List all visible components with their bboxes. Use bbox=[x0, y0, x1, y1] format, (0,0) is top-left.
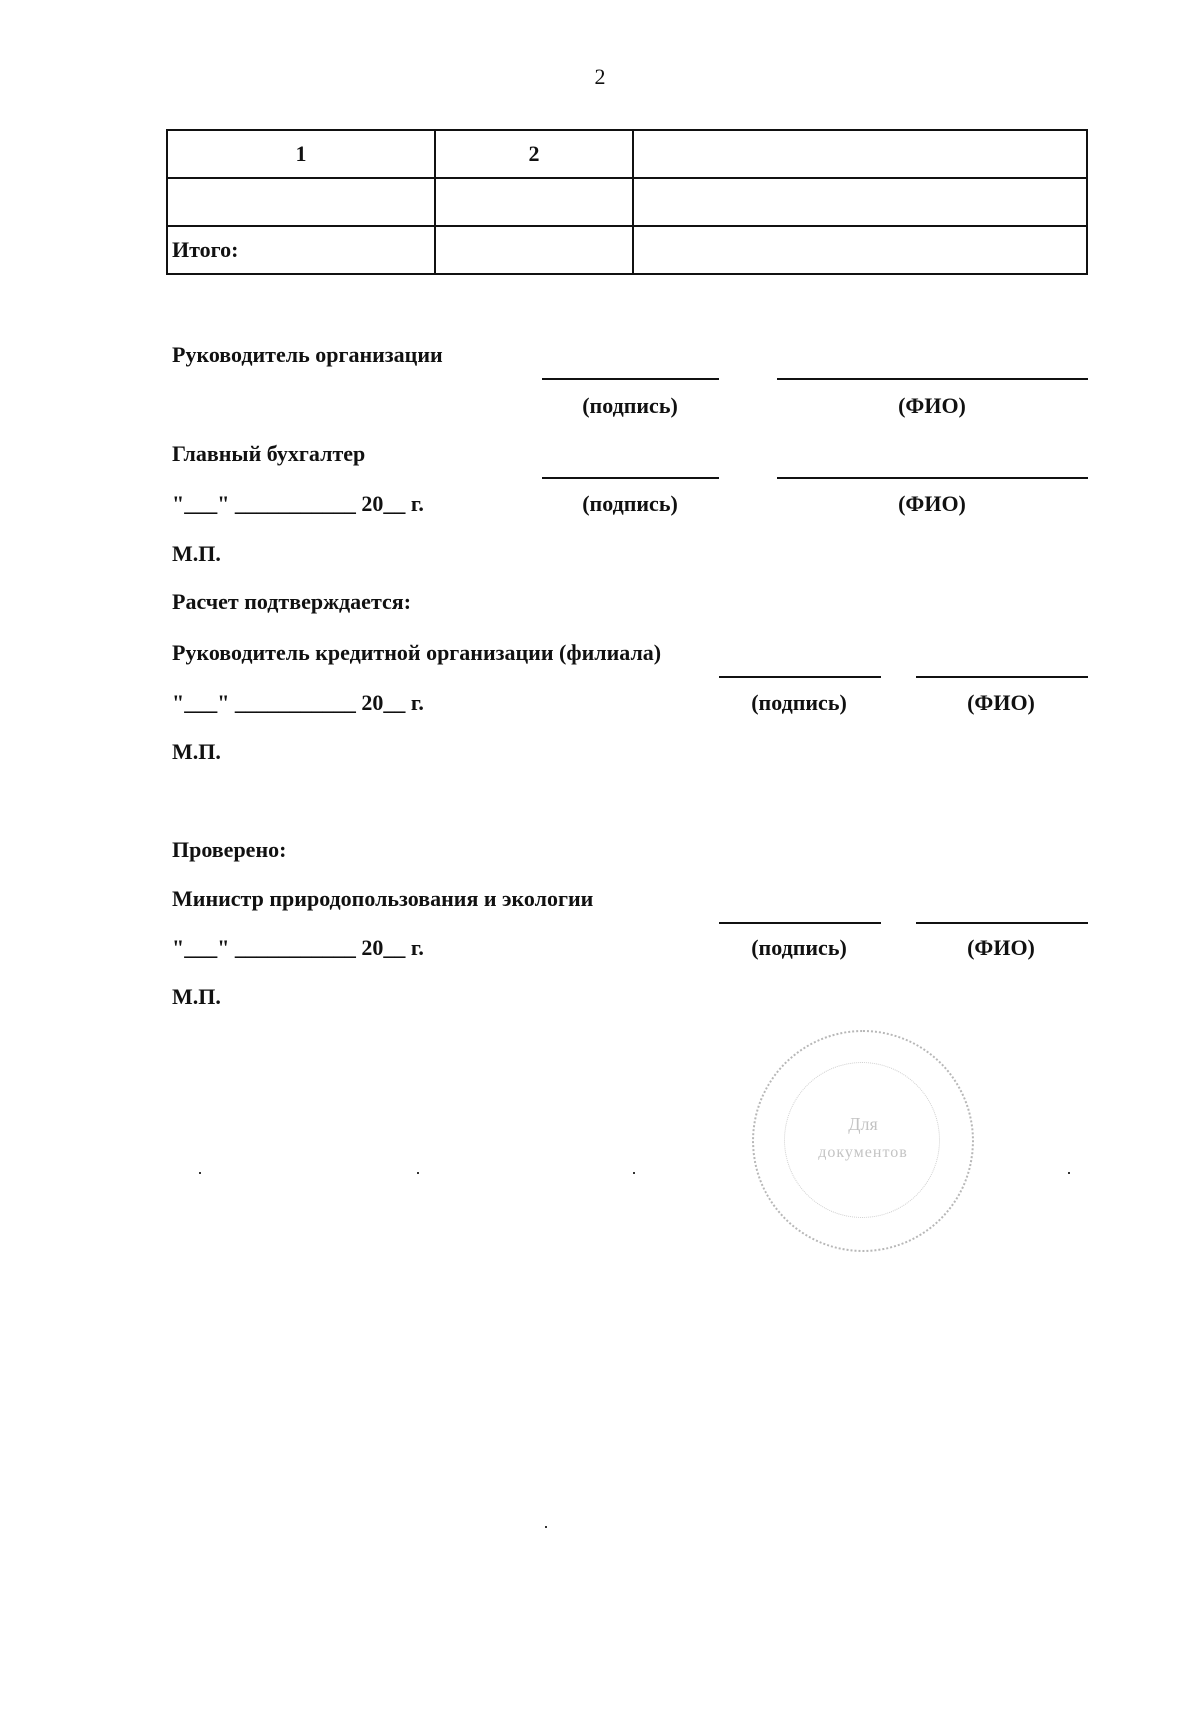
table-cell bbox=[633, 130, 1087, 178]
signature-line bbox=[542, 378, 719, 380]
confirmed-label: Расчет подтверждается: bbox=[172, 589, 412, 614]
name-line bbox=[916, 676, 1088, 678]
table-cell bbox=[435, 178, 633, 226]
table-cell: 2 bbox=[435, 130, 633, 178]
table-header-row bbox=[167, 130, 1087, 178]
signature-line bbox=[719, 922, 881, 924]
date-field: "___" ___________ 20__ г. bbox=[172, 690, 424, 715]
date-field: "___" ___________ 20__ г. bbox=[172, 491, 424, 516]
table-cell bbox=[435, 226, 633, 274]
official-stamp bbox=[752, 1030, 974, 1252]
date-field: "___" ___________ 20__ г. bbox=[172, 935, 424, 960]
stamp-text: Для bbox=[848, 1114, 878, 1134]
name-line bbox=[777, 378, 1088, 380]
stamp-inner-ring bbox=[784, 1062, 940, 1218]
stamp-place-label: М.П. bbox=[172, 541, 221, 566]
summary-table bbox=[166, 129, 1088, 275]
name-line bbox=[916, 922, 1088, 924]
minister-label: Министр природопользования и экологии bbox=[172, 886, 594, 911]
scan-speck bbox=[199, 1172, 201, 1174]
name-caption: (ФИО) bbox=[967, 690, 1035, 715]
table-total-row bbox=[167, 226, 1087, 274]
signature-caption: (подпись) bbox=[582, 491, 678, 516]
scan-speck bbox=[633, 1172, 635, 1174]
signature-caption: (подпись) bbox=[751, 935, 847, 960]
table-row bbox=[167, 178, 1087, 226]
table-cell bbox=[633, 178, 1087, 226]
signature-line bbox=[542, 477, 719, 479]
name-caption: (ФИО) bbox=[967, 935, 1035, 960]
table-cell bbox=[167, 178, 435, 226]
name-caption: (ФИО) bbox=[898, 393, 966, 418]
table-cell: 1 bbox=[167, 130, 435, 178]
signature-caption: (подпись) bbox=[582, 393, 678, 418]
signature-caption: (подпись) bbox=[751, 690, 847, 715]
checked-label: Проверено: bbox=[172, 837, 287, 862]
signature-line bbox=[719, 676, 881, 678]
table-cell bbox=[633, 226, 1087, 274]
head-credit-org-label: Руководитель кредитной организации (филиала) bbox=[172, 640, 662, 665]
stamp-place-label: М.П. bbox=[172, 739, 221, 764]
page-number: 2 bbox=[594, 64, 606, 89]
scan-speck bbox=[545, 1526, 547, 1528]
head-org-label: Руководитель организации bbox=[172, 342, 443, 367]
total-label: Итого: bbox=[167, 226, 435, 274]
stamp-text: документов bbox=[818, 1144, 908, 1161]
stamp-place-label: М.П. bbox=[172, 984, 221, 1009]
chief-accountant-label: Главный бухгалтер bbox=[172, 441, 366, 466]
scan-speck bbox=[1068, 1172, 1070, 1174]
name-caption: (ФИО) bbox=[898, 491, 966, 516]
scan-speck bbox=[417, 1172, 419, 1174]
name-line bbox=[777, 477, 1088, 479]
